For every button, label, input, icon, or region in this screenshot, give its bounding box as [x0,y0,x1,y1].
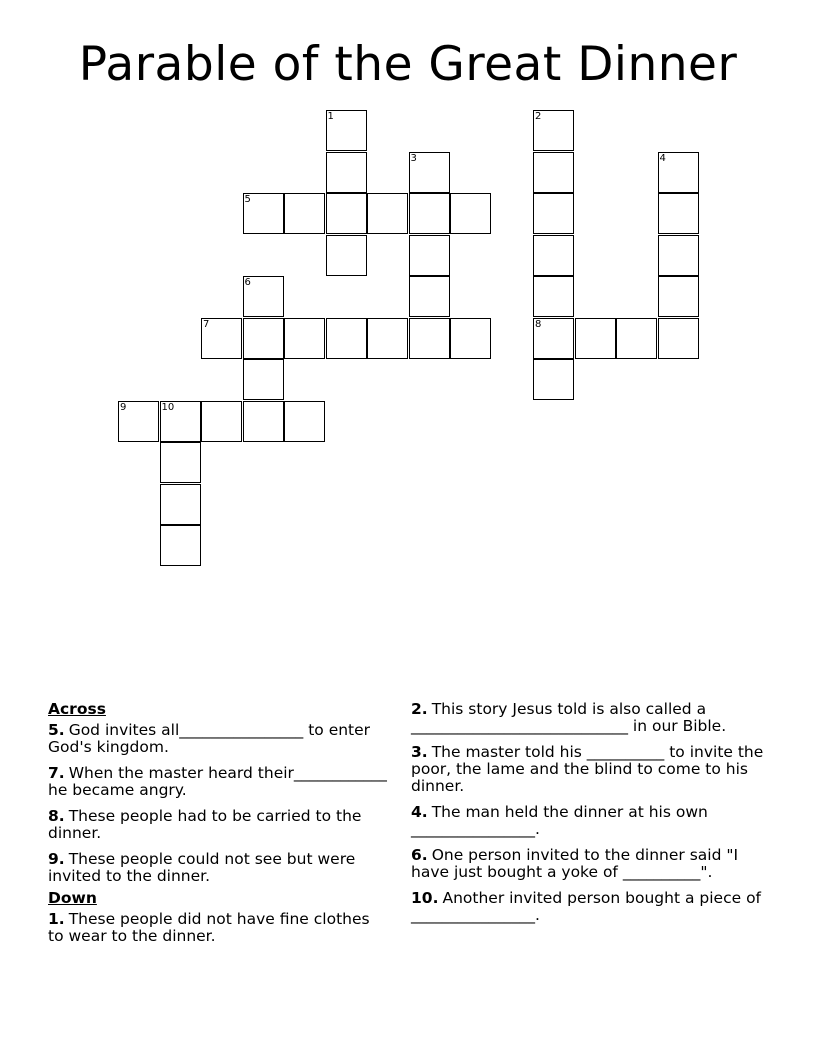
grid-cell[interactable] [284,401,325,442]
clue-across-5 [48,722,388,756]
clue-across-8 [48,808,388,842]
grid-cell[interactable] [409,152,450,193]
clue-number: 2. [411,700,428,718]
grid-cell[interactable] [533,318,574,359]
clue-across-9 [48,851,388,885]
grid-cell[interactable] [284,318,325,359]
grid-cell[interactable] [658,318,699,359]
clue-text: Another invited person bought a piece of ________________. [411,889,762,924]
grid-cell[interactable] [326,193,367,234]
across-heading: Across [48,700,106,718]
grid-cell[interactable] [533,359,574,400]
grid-cell[interactable] [658,235,699,276]
grid-cell[interactable] [409,193,450,234]
grid-cell[interactable] [450,193,491,234]
grid-cell[interactable] [326,318,367,359]
grid-cell[interactable] [409,318,450,359]
grid-cell[interactable] [409,235,450,276]
clue-text: One person invited to the dinner said "I have just bought a yoke of __________". [411,846,739,881]
clue-down-3 [411,744,766,795]
grid-cell[interactable] [326,110,367,151]
grid-cell[interactable] [658,152,699,193]
clue-text: God invites all________________ to enter God's kingdom. [48,721,371,756]
grid-cell[interactable] [326,152,367,193]
grid-cell[interactable] [160,484,201,525]
grid-cell[interactable] [243,359,284,400]
cell-number: 6 [244,277,251,288]
clue-number: 3. [411,743,428,761]
grid-cell[interactable] [450,318,491,359]
clue-text: These people had to be carried to the dinner. [48,807,362,842]
clue-text: The master told his __________ to invite the poor, the lame and the blind to come to his dinner. [411,743,764,795]
grid-cell[interactable] [367,318,408,359]
clue-down-6 [411,847,766,881]
cell-number: 3 [410,152,417,164]
grid-cell[interactable] [243,276,284,317]
cell-number: 8 [535,318,542,330]
cell-number: 7 [203,318,210,330]
clue-text: This story Jesus told is also called a ____________________________ in our Bible. [411,700,727,735]
grid-cell[interactable] [243,193,284,234]
cell-number: 2 [535,111,542,122]
clues-right-column [411,701,766,933]
clues-left-column [48,701,388,954]
cell-number: 10 [161,401,175,413]
grid-cell[interactable] [326,235,367,276]
grid-cell[interactable] [243,401,284,442]
clue-text: When the master heard their____________ he became angry. [48,764,387,799]
grid-cell[interactable] [533,193,574,234]
clue-text: The man held the dinner at his own ________________. [411,803,708,838]
grid-cell[interactable] [367,193,408,234]
clue-number: 6. [411,846,428,864]
cell-number: 5 [244,194,251,205]
grid-cell[interactable] [118,401,159,442]
down-heading: Down [48,889,97,907]
grid-cell[interactable] [160,401,201,442]
grid-cell[interactable] [243,318,284,359]
clue-number: 10. [411,889,439,907]
grid-cell[interactable] [533,276,574,317]
grid-cell[interactable] [160,525,201,566]
cell-number: 1 [327,111,334,122]
clue-number: 7. [48,764,65,782]
clue-down-4 [411,804,766,838]
grid-cell[interactable] [575,318,616,359]
clue-number: 8. [48,807,65,825]
grid-cell[interactable] [160,442,201,483]
grid-cell[interactable] [533,152,574,193]
grid-cell[interactable] [658,276,699,317]
clue-number: 4. [411,803,428,821]
clue-down-10 [411,890,766,924]
clue-down-1 [48,911,388,945]
cell-number: 4 [659,152,666,164]
grid-cell[interactable] [201,318,242,359]
clue-across-7 [48,765,388,799]
clue-text: These people did not have fine clothes to wear to the dinner. [48,910,370,945]
grid-cell[interactable] [533,110,574,151]
grid-cell[interactable] [201,401,242,442]
grid-cell[interactable] [409,276,450,317]
clue-number: 1. [48,910,65,928]
grid-cell[interactable] [284,193,325,234]
puzzle-title: Parable of the Great Dinner [78,37,738,92]
grid-cell[interactable] [658,193,699,234]
grid-cell[interactable] [616,318,657,359]
clue-number: 5. [48,721,65,739]
clue-text: These people could not see but were invited to the dinner. [48,850,356,885]
clue-number: 9. [48,850,65,868]
clue-down-2 [411,701,766,735]
cell-number: 9 [120,401,127,413]
grid-cell[interactable] [533,235,574,276]
